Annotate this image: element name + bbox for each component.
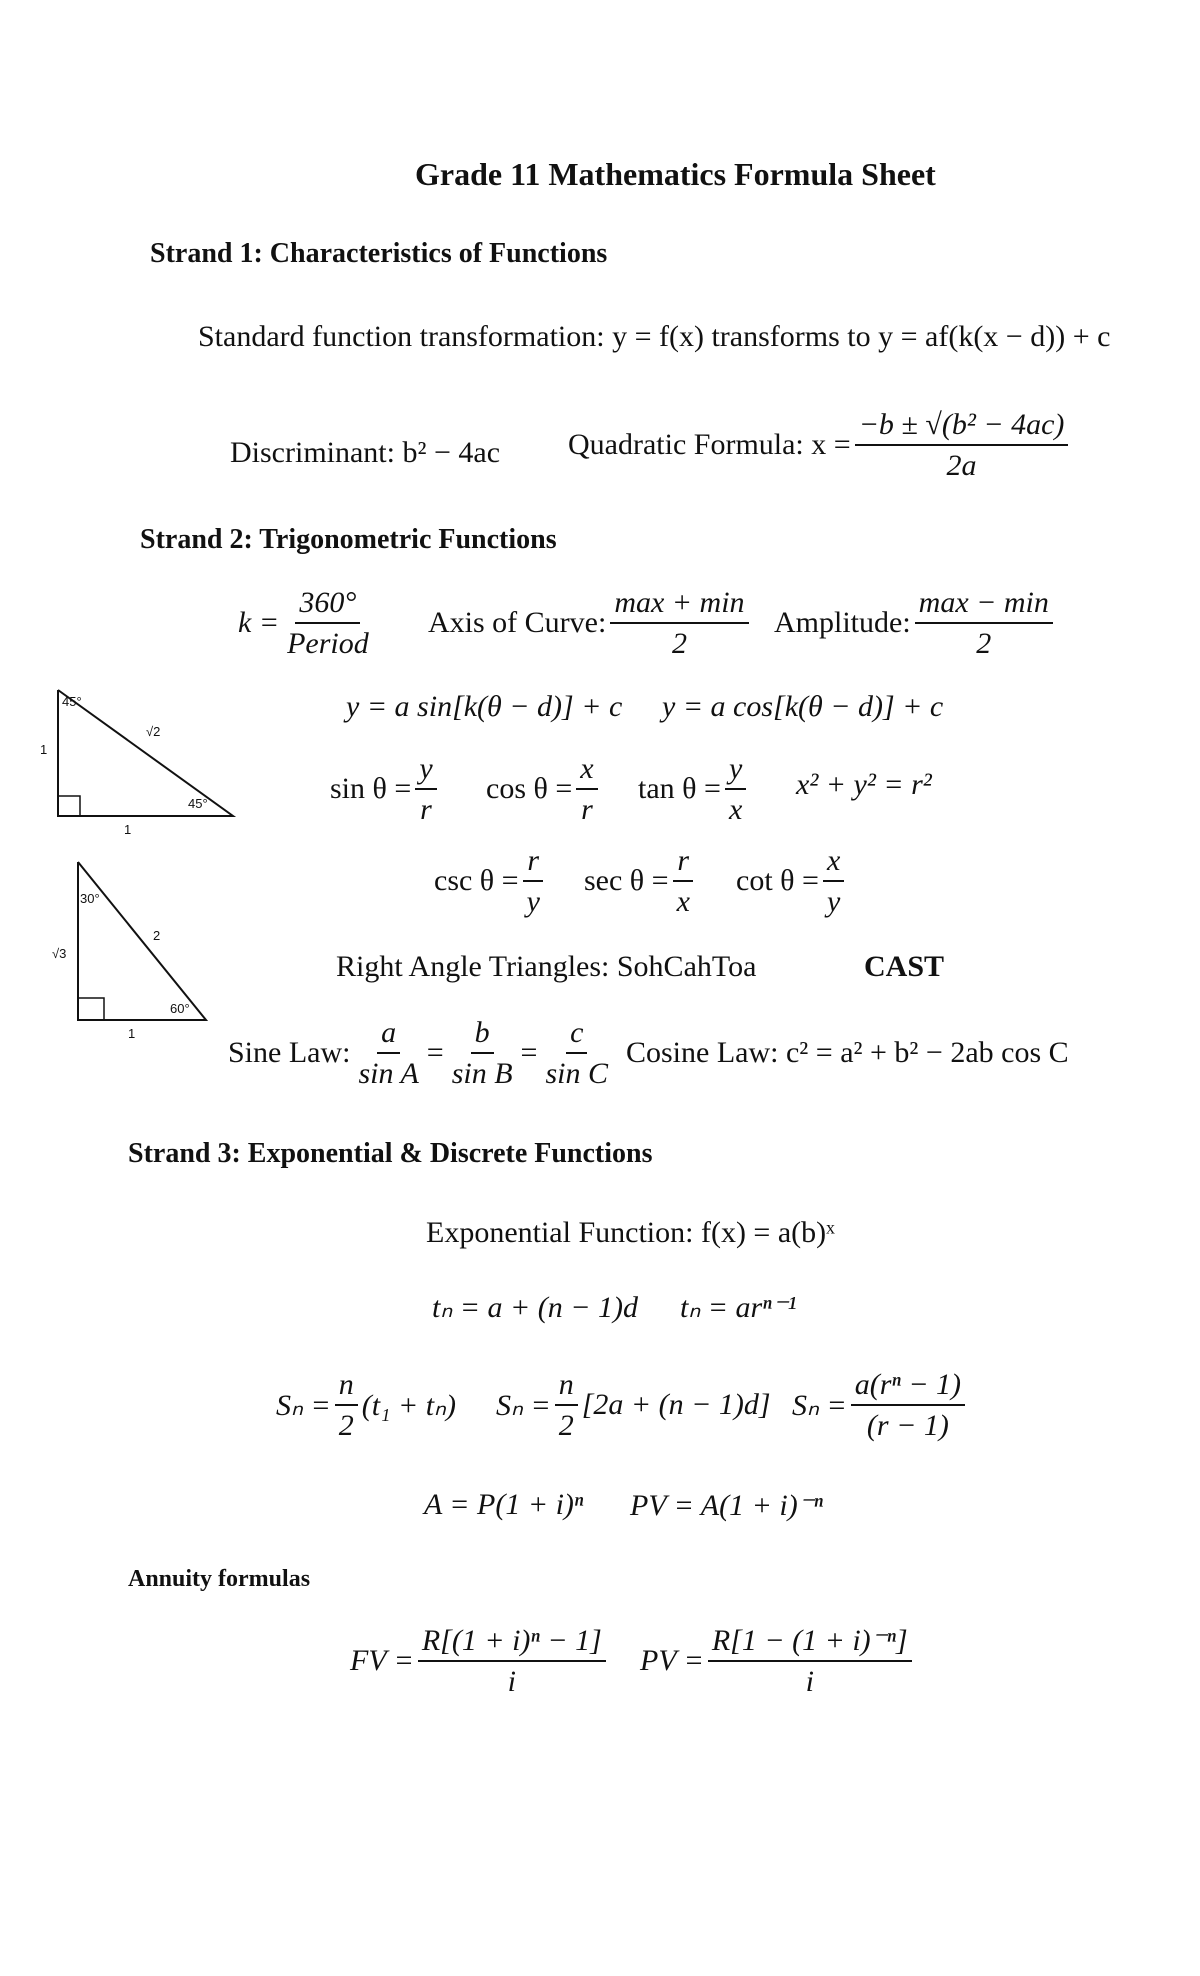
pv-numerator: R[1 − (1 + i)⁻ⁿ]	[708, 1624, 912, 1662]
axis-of-curve-formula	[428, 586, 753, 660]
cot-ratio	[736, 844, 848, 918]
k-label: k =	[238, 606, 280, 639]
exponential-function: Exponential Function: f(x) = a(b)ˣ	[426, 1216, 835, 1249]
transformation-formula: Standard function transformation: y = f(x) transforms to y = af(k(x − d)) + c	[198, 320, 1111, 353]
tri2-side: √3	[52, 946, 67, 961]
sn1-denominator: 2	[338, 1409, 354, 1442]
compound-interest: A = P(1 + i)ⁿ	[424, 1488, 584, 1521]
tri2-hypotenuse: 2	[153, 928, 161, 943]
arithmetic-sum-1	[276, 1368, 456, 1442]
axis-denominator: 2	[671, 627, 687, 660]
sine-law-label: Sine Law:	[228, 1036, 351, 1069]
tri1-hypotenuse: √2	[146, 724, 161, 739]
discriminant-formula: Discriminant: b² − 4ac	[230, 436, 501, 469]
geometric-term: tₙ = arⁿ⁻¹	[680, 1291, 797, 1324]
sn2-tail: [2a + (n − 1)d]	[581, 1388, 771, 1421]
pv-denominator: i	[805, 1665, 814, 1698]
csc-ratio	[434, 844, 548, 918]
sn1-label: Sₙ =	[276, 1388, 331, 1422]
cast-label: CAST	[864, 950, 945, 983]
sine-law-b: b	[471, 1016, 494, 1054]
sine-law-sinA: sin A	[358, 1057, 419, 1090]
k-denominator: Period	[287, 627, 369, 660]
future-value-annuity	[350, 1624, 610, 1698]
csc-label: csc θ =	[434, 864, 519, 897]
cos-ratio	[486, 752, 602, 826]
triangle-30-60-90	[28, 852, 248, 1042]
cosine-equation: y = a cos[k(θ − d)] + c	[662, 690, 944, 723]
quadratic-numerator: −b ± √(b² − 4ac)	[855, 408, 1069, 446]
cot-denominator: y	[826, 885, 841, 918]
tri2-angle-top: 30°	[80, 891, 100, 906]
amplitude-numerator: max − min	[915, 586, 1053, 624]
axis-numerator: max + min	[610, 586, 748, 624]
amplitude-denominator: 2	[976, 627, 992, 660]
quadratic-formula	[568, 408, 1072, 482]
sec-ratio	[584, 844, 698, 918]
pythagorean-identity: x² + y² = r²	[796, 768, 932, 801]
tri1-angle-top: 45°	[62, 694, 82, 709]
csc-denominator: y	[526, 885, 540, 918]
tan-numerator: y	[725, 752, 746, 790]
arithmetic-term: tₙ = a + (n − 1)d	[432, 1291, 639, 1324]
tri1-angle-bottom: 45°	[188, 796, 208, 811]
sec-denominator: x	[676, 885, 690, 918]
cosine-law: Cosine Law: c² = a² + b² − 2ab cos C	[626, 1036, 1069, 1069]
present-value: PV = A(1 + i)⁻ⁿ	[630, 1489, 823, 1522]
sine-law: Sine Law: $\frac{a}{\text{sin A}}$ = $\frac{b}{\text{sin B}}$ = $\frac{c}{\text{sin C}}$	[228, 1016, 616, 1090]
amplitude-label: Amplitude:	[774, 606, 911, 639]
sine-law-sinC: sin C	[545, 1057, 608, 1090]
triangle-30-outline	[78, 862, 206, 1020]
sec-label: sec θ =	[584, 864, 669, 897]
tri1-base: 1	[124, 822, 132, 837]
annuity-heading: Annuity formulas	[128, 1566, 311, 1592]
strand-3-heading: Strand 3: Exponential & Discrete Functions	[128, 1138, 653, 1169]
sine-equation: y = a sin[k(θ − d)] + c	[346, 690, 623, 723]
cot-label: cot θ =	[736, 864, 819, 897]
fv-numerator: R[(1 + i)ⁿ − 1]	[418, 1624, 606, 1662]
tri1-side: 1	[40, 742, 48, 757]
sn3-numerator: a(rⁿ − 1)	[851, 1368, 965, 1406]
cot-numerator: x	[823, 844, 844, 882]
pv-label: PV =	[640, 1644, 704, 1677]
sn2-numerator: n	[555, 1368, 578, 1406]
fv-label: FV =	[350, 1644, 414, 1677]
sine-law-sinB: sin B	[451, 1057, 513, 1090]
sin-label: sin θ =	[330, 772, 412, 805]
right-angle-triangles: Right Angle Triangles: SohCahToa	[336, 950, 757, 983]
quadratic-denominator: 2a	[946, 449, 977, 482]
cos-label: cos θ =	[486, 772, 573, 805]
sn1-tail: (t₁ + tₙ)	[361, 1388, 456, 1422]
sin-numerator: y	[415, 752, 436, 790]
tan-label: tan θ =	[638, 772, 721, 805]
sn2-label: Sₙ =	[496, 1388, 551, 1422]
strand-1-heading: Strand 1: Characteristics of Functions	[150, 238, 608, 269]
k-formula	[238, 586, 377, 660]
strand-2-heading: Strand 2: Trigonometric Functions	[140, 524, 557, 555]
page-title: Grade 11 Mathematics Formula Sheet	[415, 156, 936, 192]
tan-denominator: x	[728, 793, 743, 826]
fv-denominator: i	[507, 1665, 516, 1698]
csc-numerator: r	[523, 844, 543, 882]
sin-ratio	[330, 752, 441, 826]
sine-law-a: a	[377, 1016, 400, 1054]
quadratic-label: Quadratic Formula: x =	[568, 428, 851, 461]
right-angle-marker	[78, 998, 104, 1020]
present-value-annuity	[640, 1624, 916, 1698]
tri2-angle-bottom: 60°	[170, 1001, 190, 1016]
triangle-45-45-90	[28, 680, 248, 840]
sin-denominator: r	[420, 793, 432, 826]
axis-label: Axis of Curve:	[428, 606, 607, 639]
sn2-denominator: 2	[558, 1409, 574, 1442]
arithmetic-sum-2	[496, 1368, 771, 1442]
cos-numerator: x	[576, 752, 597, 790]
geometric-sum	[792, 1368, 969, 1442]
sine-law-c: c	[566, 1016, 587, 1054]
tri2-base: 1	[128, 1026, 136, 1041]
sn3-label: Sₙ =	[792, 1388, 847, 1422]
sec-numerator: r	[673, 844, 693, 882]
sn1-numerator: n	[335, 1368, 358, 1406]
k-numerator: 360°	[295, 586, 360, 624]
right-angle-marker	[58, 796, 80, 816]
sn3-denominator: (r − 1)	[866, 1409, 949, 1442]
cos-denominator: r	[581, 793, 593, 826]
amplitude-formula	[774, 586, 1057, 660]
tan-ratio	[638, 752, 750, 826]
